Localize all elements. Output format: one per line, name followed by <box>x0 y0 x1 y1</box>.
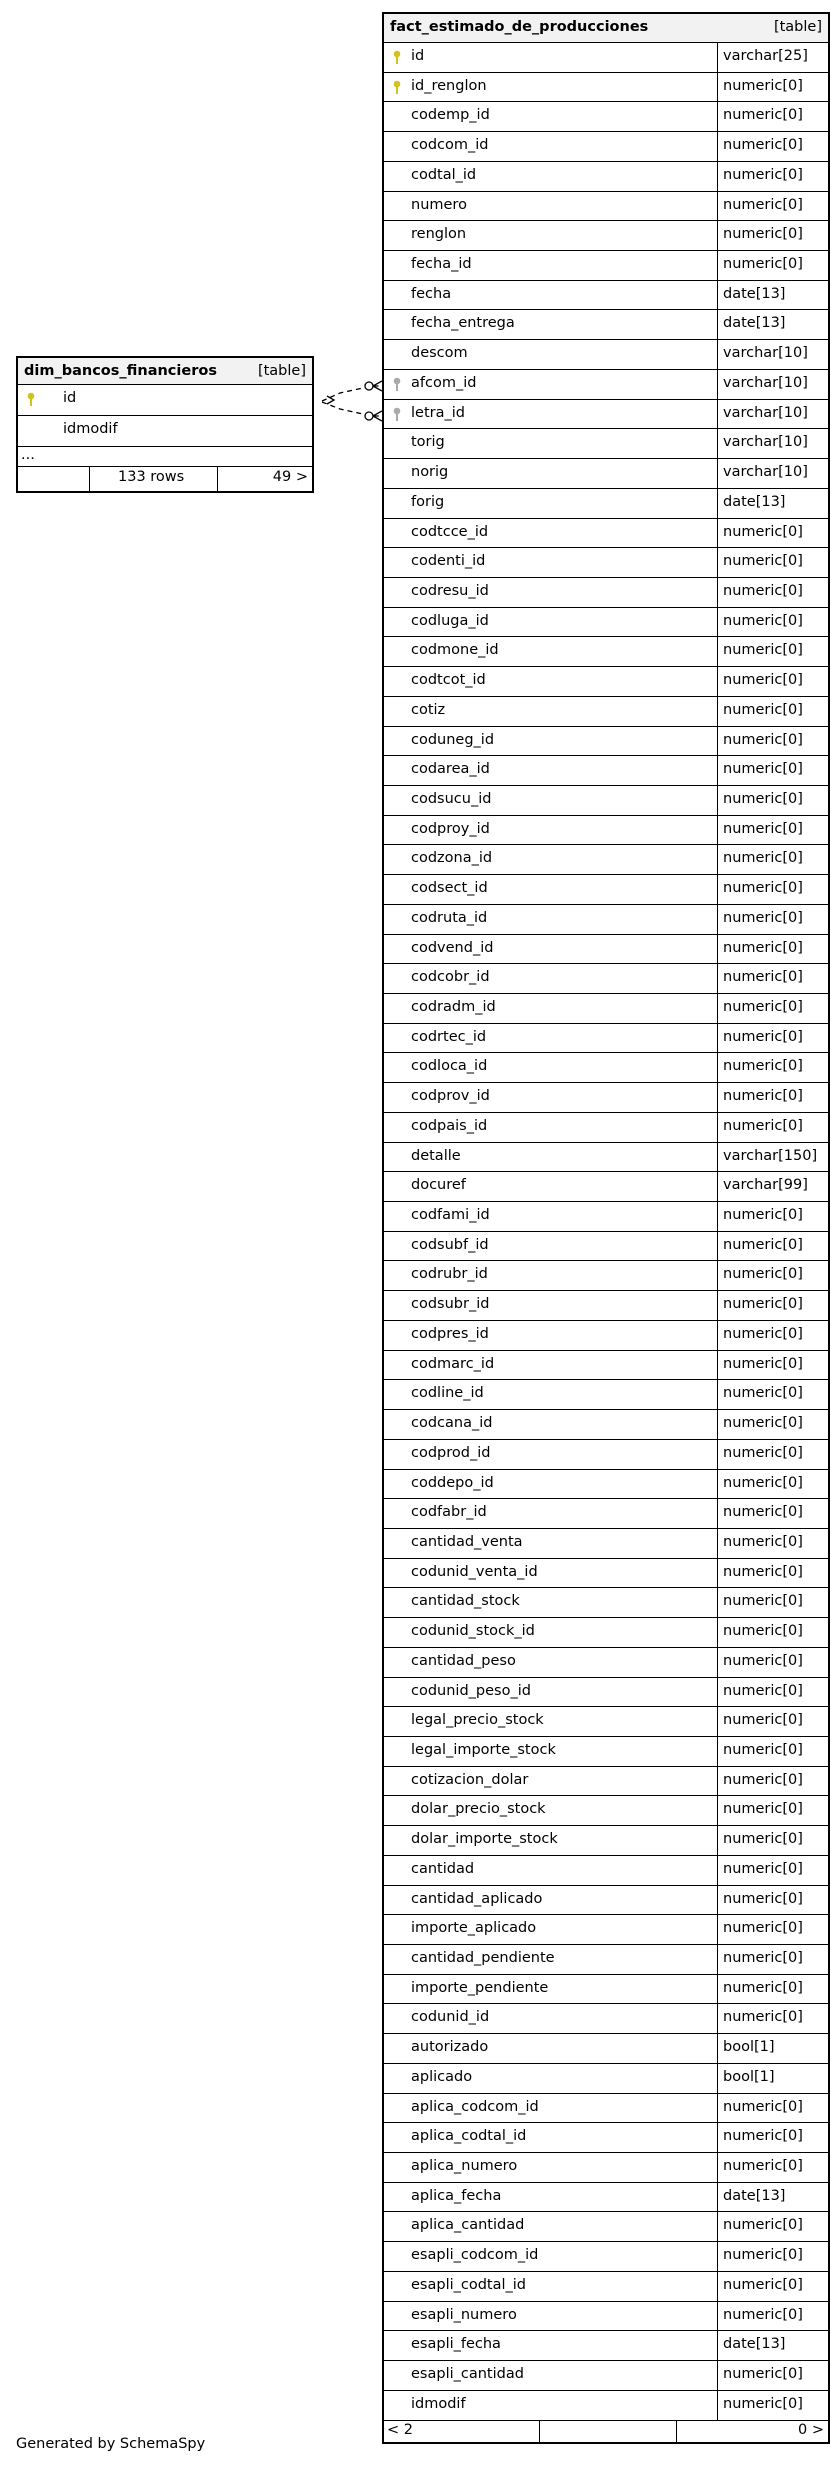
column-row[interactable] <box>384 1410 828 1440</box>
column-type: numeric[0] <box>723 761 803 778</box>
column-name: codunid_stock_id <box>411 1623 535 1640</box>
column-type: numeric[0] <box>723 2128 803 2145</box>
column-name: aplica_codcom_id <box>411 2098 539 2115</box>
column-row[interactable] <box>384 1975 828 2005</box>
column-name: codfami_id <box>411 1207 490 1224</box>
column-type: numeric[0] <box>723 1950 803 1966</box>
column-row[interactable] <box>384 2302 828 2332</box>
column-type: numeric[0] <box>723 166 803 183</box>
column-type: numeric[0] <box>723 731 803 748</box>
column-row[interactable] <box>384 1737 828 1767</box>
column-row[interactable] <box>384 578 828 608</box>
table-footer <box>384 2421 828 2442</box>
column-row[interactable] <box>384 1915 828 1945</box>
column-row[interactable] <box>384 310 828 340</box>
ellipsis: ... <box>21 447 35 463</box>
column-name: codunid_peso_id <box>411 1682 531 1699</box>
column-row[interactable] <box>384 1202 828 1232</box>
column-name: coduneg_id <box>411 731 495 748</box>
column-name: codresu_id <box>411 582 489 599</box>
column-type: numeric[0] <box>723 582 803 599</box>
column-name: codsucu_id <box>411 790 492 807</box>
footer-right: 49 > <box>272 469 308 485</box>
column-row[interactable] <box>384 1113 828 1143</box>
column-type: numeric[0] <box>723 2366 803 2383</box>
table-header <box>18 358 312 385</box>
column-row[interactable] <box>384 370 828 400</box>
column-type: numeric[0] <box>723 1712 803 1729</box>
column-name: codunid_venta_id <box>411 1563 538 1580</box>
column-name: importe_pendiente <box>411 1979 549 1996</box>
column-type: numeric[0] <box>723 701 803 718</box>
column-type: numeric[0] <box>723 1533 803 1550</box>
column-row[interactable] <box>384 994 828 1024</box>
column-type: numeric[0] <box>723 1325 803 1342</box>
column-name: renglon <box>411 226 467 243</box>
column-type: date[13] <box>723 493 786 510</box>
column-row[interactable] <box>384 2153 828 2183</box>
column-name: autorizado <box>411 2039 489 2056</box>
column-row[interactable] <box>384 905 828 935</box>
column-row[interactable] <box>384 1886 828 1916</box>
column-row[interactable] <box>384 964 828 994</box>
column-type: numeric[0] <box>723 1385 803 1402</box>
column-type: varchar[150] <box>723 1147 818 1164</box>
table-footer <box>18 467 312 491</box>
column-type: numeric[0] <box>723 107 803 124</box>
column-name: codtal_id <box>411 166 477 183</box>
column-name: codzona_id <box>411 850 493 867</box>
column-type: varchar[10] <box>723 434 808 451</box>
column-row[interactable] <box>384 1767 828 1797</box>
generated-by-note: Generated by SchemaSpy <box>16 2436 206 2452</box>
column-row[interactable] <box>384 1172 828 1202</box>
column-type: date[13] <box>723 2336 786 2353</box>
column-type: numeric[0] <box>723 2395 803 2412</box>
column-row[interactable] <box>384 548 828 578</box>
column-type: date[13] <box>723 315 786 332</box>
column-row[interactable] <box>384 489 828 519</box>
column-row[interactable] <box>384 429 828 459</box>
table-name: fact_estimado_de_producciones <box>390 19 649 35</box>
column-type: numeric[0] <box>723 77 803 94</box>
column-name: afcom_id <box>411 374 477 391</box>
column-type: numeric[0] <box>723 553 803 570</box>
column-type: numeric[0] <box>723 1266 803 1283</box>
column-name: codloca_id <box>411 1058 488 1075</box>
column-name: norig <box>411 464 449 481</box>
column-row[interactable] <box>384 132 828 162</box>
column-type: numeric[0] <box>723 850 803 867</box>
column-name: codvend_id <box>411 939 494 956</box>
column-name: esapli_codtal_id <box>411 2276 527 2293</box>
column-row[interactable] <box>384 697 828 727</box>
column-name: id_renglon <box>411 77 487 94</box>
rows-count: 133 rows <box>118 469 185 485</box>
fact-estimado-de-producciones-table[interactable] <box>382 12 830 2444</box>
column-row[interactable] <box>384 608 828 638</box>
column-type: numeric[0] <box>723 1979 803 1996</box>
column-name: aplica_cantidad <box>411 2217 525 2234</box>
column-type: numeric[0] <box>723 1771 803 1788</box>
column-name: esapli_cantidad <box>411 2366 524 2383</box>
column-name: fecha_id <box>411 256 472 273</box>
column-type: numeric[0] <box>723 939 803 956</box>
column-name: codline_id <box>411 1385 484 1402</box>
column-name: idmodif <box>63 421 118 437</box>
column-type: numeric[0] <box>723 1207 803 1224</box>
column-name: codluga_id <box>411 612 489 629</box>
column-type: date[13] <box>723 2187 786 2204</box>
column-row[interactable] <box>18 385 312 416</box>
column-name: aplicado <box>411 2068 473 2085</box>
column-type: numeric[0] <box>723 790 803 807</box>
column-name: esapli_numero <box>411 2306 517 2323</box>
column-type: numeric[0] <box>723 137 803 154</box>
column-name: aplica_fecha <box>411 2187 502 2204</box>
column-name: cantidad_venta <box>411 1533 523 1550</box>
column-type: numeric[0] <box>723 1920 803 1937</box>
column-type: numeric[0] <box>723 969 803 986</box>
column-name: fecha <box>411 285 452 302</box>
column-row[interactable] <box>384 1232 828 1262</box>
column-row[interactable] <box>384 875 828 905</box>
column-name: docuref <box>411 1177 466 1194</box>
column-type: varchar[99] <box>723 1177 808 1194</box>
column-type: numeric[0] <box>723 226 803 243</box>
column-type: numeric[0] <box>723 1415 803 1432</box>
column-type: numeric[0] <box>723 880 803 897</box>
column-row[interactable] <box>18 416 312 447</box>
column-type: numeric[0] <box>723 2158 803 2175</box>
column-name: dolar_importe_stock <box>411 1831 558 1848</box>
column-row[interactable] <box>384 1945 828 1975</box>
column-type: numeric[0] <box>723 196 803 213</box>
afcom-optional-circle <box>365 382 373 390</box>
column-type: numeric[0] <box>723 1682 803 1699</box>
column-row[interactable] <box>384 459 828 489</box>
column-row[interactable] <box>384 340 828 370</box>
column-row[interactable] <box>384 192 828 222</box>
column-row[interactable] <box>384 1083 828 1113</box>
column-row[interactable] <box>384 102 828 132</box>
column-name: cantidad <box>411 1860 475 1877</box>
column-row[interactable] <box>384 935 828 965</box>
column-row[interactable] <box>384 1707 828 1737</box>
column-name: cantidad_stock <box>411 1593 520 1610</box>
column-name: torig <box>411 434 445 451</box>
column-row[interactable] <box>384 221 828 251</box>
column-type: numeric[0] <box>723 1088 803 1105</box>
column-type: bool[1] <box>723 2039 775 2056</box>
column-type: numeric[0] <box>723 523 803 540</box>
column-row[interactable] <box>384 816 828 846</box>
column-row[interactable] <box>384 1796 828 1826</box>
column-type: numeric[0] <box>723 1355 803 1372</box>
column-name: codsect_id <box>411 880 488 897</box>
column-type: date[13] <box>723 285 786 302</box>
column-row[interactable] <box>384 43 828 73</box>
column-type: numeric[0] <box>723 1801 803 1818</box>
table-kind: [table] <box>257 363 306 379</box>
table-name: dim_bancos_financieros <box>24 363 217 379</box>
column-name: codmone_id <box>411 642 499 659</box>
column-row[interactable] <box>384 2183 828 2213</box>
column-type: numeric[0] <box>723 2247 803 2264</box>
column-row[interactable] <box>384 1559 828 1589</box>
column-name: codarea_id <box>411 761 490 778</box>
column-type: numeric[0] <box>723 999 803 1015</box>
column-name: codcana_id <box>411 1415 493 1432</box>
table-header <box>384 14 828 43</box>
column-type: varchar[10] <box>723 404 808 421</box>
column-type: varchar[25] <box>723 48 808 64</box>
column-name: cantidad_aplicado <box>411 1890 543 1907</box>
column-name: cantidad_pendiente <box>411 1950 555 1966</box>
column-row[interactable] <box>384 162 828 192</box>
column-name: coddepo_id <box>411 1474 494 1491</box>
column-row[interactable] <box>384 1291 828 1321</box>
column-name: codemp_id <box>411 107 490 124</box>
column-name: codsubr_id <box>411 1296 490 1313</box>
column-type: numeric[0] <box>723 2306 803 2323</box>
column-row[interactable] <box>384 1826 828 1856</box>
column-row[interactable] <box>384 2004 828 2034</box>
column-row[interactable] <box>384 1024 828 1054</box>
column-row[interactable] <box>384 2094 828 2124</box>
table-kind: [table] <box>773 19 822 35</box>
column-name: codpres_id <box>411 1325 489 1342</box>
column-row[interactable] <box>384 727 828 757</box>
column-row[interactable] <box>384 1618 828 1648</box>
dim-bancos-financieros-table[interactable] <box>16 356 314 493</box>
column-type: numeric[0] <box>723 1860 803 1877</box>
column-type: varchar[10] <box>723 374 808 391</box>
column-name: esapli_codcom_id <box>411 2247 539 2264</box>
column-name: codmarc_id <box>411 1355 495 1372</box>
column-row[interactable] <box>384 1053 828 1083</box>
column-type: numeric[0] <box>723 1890 803 1907</box>
column-name: cotiz <box>411 701 446 718</box>
column-name: codenti_id <box>411 553 486 570</box>
column-row[interactable] <box>384 1470 828 1500</box>
column-name: codrtec_id <box>411 1028 487 1045</box>
column-type: numeric[0] <box>723 1444 803 1461</box>
column-name: cotizacion_dolar <box>411 1771 529 1788</box>
column-type: numeric[0] <box>723 1563 803 1580</box>
column-name: codfabr_id <box>411 1504 487 1521</box>
column-name: codpais_id <box>411 1117 488 1134</box>
column-row[interactable] <box>384 2064 828 2094</box>
column-name: codunid_id <box>411 2009 490 2026</box>
column-type: numeric[0] <box>723 1474 803 1491</box>
column-row[interactable] <box>384 2123 828 2153</box>
column-name: esapli_fecha <box>411 2336 501 2353</box>
column-name: fecha_entrega <box>411 315 515 332</box>
column-type: numeric[0] <box>723 1504 803 1521</box>
column-row[interactable] <box>384 2242 828 2272</box>
column-row[interactable] <box>384 1321 828 1351</box>
letra-optional-circle <box>365 412 373 420</box>
column-row[interactable] <box>384 1529 828 1559</box>
column-row[interactable] <box>384 1261 828 1291</box>
column-row[interactable] <box>384 400 828 430</box>
column-row[interactable] <box>384 2212 828 2242</box>
column-name: id <box>63 390 77 406</box>
column-type: numeric[0] <box>723 642 803 659</box>
column-type: numeric[0] <box>723 612 803 629</box>
column-name: codcom_id <box>411 137 489 154</box>
column-type: numeric[0] <box>723 1117 803 1134</box>
column-type: numeric[0] <box>723 2009 803 2026</box>
column-name: codprov_id <box>411 1088 490 1105</box>
column-row[interactable] <box>384 1588 828 1618</box>
column-type: bool[1] <box>723 2068 775 2085</box>
column-row[interactable] <box>384 2272 828 2302</box>
column-name: numero <box>411 196 467 213</box>
column-type: numeric[0] <box>723 1741 803 1758</box>
column-type: numeric[0] <box>723 909 803 926</box>
ellipsis-row <box>18 447 312 467</box>
column-row[interactable] <box>384 1440 828 1470</box>
column-name: codrubr_id <box>411 1266 488 1283</box>
column-name: codprod_id <box>411 1444 491 1461</box>
column-name: detalle <box>411 1147 461 1164</box>
column-name: legal_importe_stock <box>411 1741 556 1758</box>
column-name: codradm_id <box>411 999 496 1015</box>
column-name: codcobr_id <box>411 969 490 986</box>
column-type: numeric[0] <box>723 256 803 273</box>
column-row[interactable] <box>384 786 828 816</box>
column-type: numeric[0] <box>723 2217 803 2234</box>
column-name: dolar_precio_stock <box>411 1801 546 1818</box>
column-row[interactable] <box>384 1499 828 1529</box>
column-type: numeric[0] <box>723 1058 803 1075</box>
column-name: aplica_codtal_id <box>411 2128 527 2145</box>
column-row[interactable] <box>384 1856 828 1886</box>
column-row[interactable] <box>384 2391 828 2421</box>
column-name: cantidad_peso <box>411 1652 516 1669</box>
footer-left: < 2 <box>387 2421 413 2438</box>
column-row[interactable] <box>384 519 828 549</box>
column-row[interactable] <box>384 1678 828 1708</box>
column-name: codproy_id <box>411 820 490 837</box>
column-type: varchar[10] <box>723 464 808 481</box>
column-type: numeric[0] <box>723 672 803 689</box>
column-name: id <box>411 48 425 64</box>
column-type: numeric[0] <box>723 1236 803 1253</box>
column-row[interactable] <box>384 1648 828 1678</box>
column-row[interactable] <box>384 667 828 697</box>
column-type: numeric[0] <box>723 1652 803 1669</box>
column-row[interactable] <box>384 1380 828 1410</box>
column-row[interactable] <box>384 2034 828 2064</box>
column-name: letra_id <box>411 404 465 421</box>
column-type: numeric[0] <box>723 1623 803 1640</box>
column-type: numeric[0] <box>723 820 803 837</box>
column-type: numeric[0] <box>723 2276 803 2293</box>
column-row[interactable] <box>384 1351 828 1381</box>
column-row[interactable] <box>384 756 828 786</box>
column-row[interactable] <box>384 73 828 103</box>
column-name: forig <box>411 493 445 510</box>
column-name: idmodif <box>411 2395 466 2412</box>
column-name: codtcot_id <box>411 672 486 689</box>
column-type: numeric[0] <box>723 2098 803 2115</box>
column-name: codtcce_id <box>411 523 489 540</box>
footer-right: 0 > <box>798 2421 824 2438</box>
column-name: descom <box>411 345 468 362</box>
column-row[interactable] <box>384 637 828 667</box>
column-type: varchar[10] <box>723 345 808 362</box>
column-name: aplica_numero <box>411 2158 518 2175</box>
column-name: legal_precio_stock <box>411 1712 544 1729</box>
column-row[interactable] <box>384 251 828 281</box>
column-name: importe_aplicado <box>411 1920 537 1937</box>
column-row[interactable] <box>384 845 828 875</box>
column-name: codruta_id <box>411 909 488 926</box>
column-type: numeric[0] <box>723 1593 803 1610</box>
column-row[interactable] <box>384 281 828 311</box>
column-type: numeric[0] <box>723 1028 803 1045</box>
column-row[interactable] <box>384 2361 828 2391</box>
column-row[interactable] <box>384 2331 828 2361</box>
column-type: numeric[0] <box>723 1831 803 1848</box>
column-row[interactable] <box>384 1143 828 1173</box>
column-type: numeric[0] <box>723 1296 803 1313</box>
column-name: codsubf_id <box>411 1236 489 1253</box>
